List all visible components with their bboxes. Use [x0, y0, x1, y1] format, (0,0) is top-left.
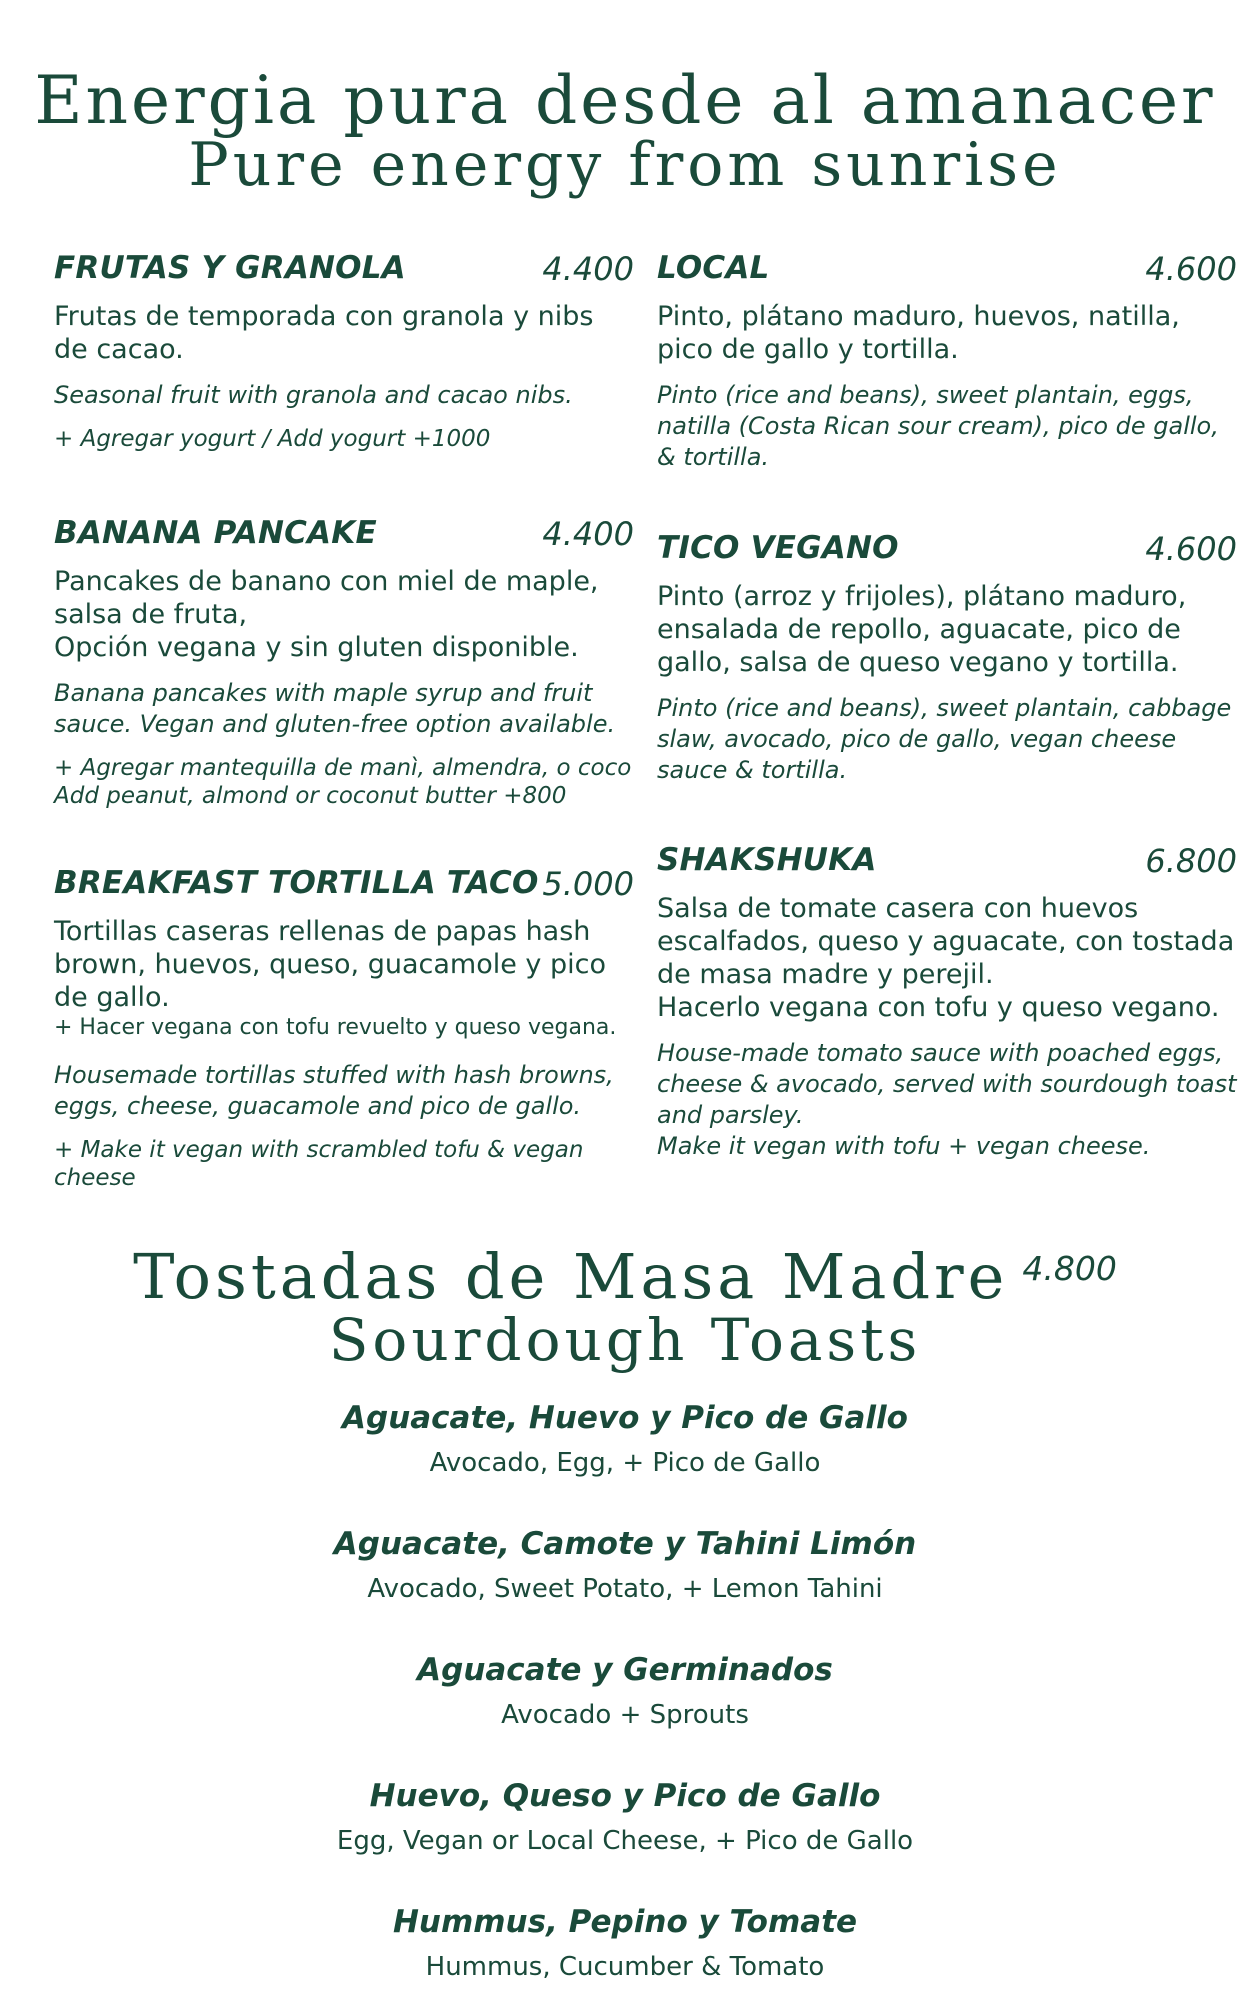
- menu-item-banana-pancake: [54, 515, 634, 810]
- toasts-price: 4.800: [1022, 1249, 1117, 1288]
- item-description-english: Pinto (rice and beans), sweet plantain, cabbage slaw, avocado, pico de gallo, vegan cheese sauce & tortilla.: [657, 694, 1232, 784]
- item-description-spanish-2: Opción vegana y sin gluten disponible.: [54, 632, 579, 663]
- toast-description: Avocado + Sprouts: [501, 1700, 749, 1730]
- toast-item: [0, 1524, 1250, 1606]
- toast-name: Aguacate, Camote y Tahini Limón: [333, 1526, 917, 1562]
- toasts-section-title-english: Sourdough Toasts: [328, 1306, 922, 1374]
- item-description-spanish: Salsa de tomate casera con huevos escalfados, queso y aguacate, con tostada de masa madre y perejil.: [657, 893, 1235, 990]
- item-description-english: House-made tomato sauce with poached eggs, cheese & avocado, served with sourdough toast and parsley.: [657, 1039, 1237, 1129]
- menu-item-breakfast-tortilla-taco: [54, 865, 634, 1192]
- item-name: BANANA PANCAKE: [54, 515, 377, 551]
- toast-item: [0, 1902, 1250, 1984]
- toast-name: Aguacate y Germinados: [417, 1652, 833, 1688]
- item-price: 4.400: [542, 250, 634, 288]
- item-description-english: Banana pancakes with maple syrup and fruit sauce. Vegan and gluten-free option available.: [54, 679, 616, 738]
- item-description-spanish: Pancakes de banano con miel de maple, salsa de fruta,: [54, 566, 599, 630]
- toast-name: Hummus, Pepino y Tomate: [392, 1904, 858, 1940]
- item-name: FRUTAS Y GRANOLA: [54, 250, 406, 286]
- menu-item-local: [657, 250, 1237, 473]
- item-description-spanish: Frutas de temporada con granola y nibs de cacao.: [54, 301, 594, 365]
- item-description-english-2: Make it vegan with tofu + vegan cheese.: [657, 1132, 1151, 1160]
- item-description-spanish: Pinto (arroz y frijoles), plátano maduro, ensalada de repollo, aguacate, pico de gallo, salsa de queso vegano y tortilla.: [657, 581, 1187, 678]
- item-price: 4.400: [542, 515, 634, 553]
- toasts-title-text: Tostadas de Masa Madre: [133, 1240, 1009, 1313]
- item-description-spanish: Tortillas caseras rellenas de papas hash brown, huevos, queso, guacamole y pico de gallo.: [54, 916, 606, 1013]
- item-description-spanish-2: Hacerlo vegana con tofu y queso vegano.: [657, 992, 1220, 1023]
- menu-title-spanish: Energia pura desde al amanacer: [34, 62, 1216, 139]
- menu-title-english: Pure energy from sunrise: [188, 130, 1062, 200]
- toast-name: Huevo, Queso y Pico de Gallo: [369, 1778, 881, 1814]
- toast-description: Hummus, Cucumber & Tomato: [425, 1952, 825, 1982]
- item-name: SHAKSHUKA: [657, 842, 877, 878]
- item-name: TICO VEGANO: [657, 530, 899, 566]
- item-description-english: Housemade tortillas stuffed with hash browns, eggs, cheese, guacamole and pico de gallo.: [54, 1061, 614, 1120]
- item-name: BREAKFAST TORTILLA TACO: [54, 865, 539, 901]
- item-vegan-note: + Hacer vegana con tofu revuelto y queso vegana.: [54, 1015, 617, 1040]
- item-name: LOCAL: [657, 250, 770, 286]
- toast-item: [0, 1398, 1250, 1480]
- item-price: 4.600: [1145, 250, 1237, 288]
- item-price: 4.600: [1145, 530, 1237, 568]
- toasts-section-title-spanish: [0, 1240, 1250, 1313]
- menu-item-tico-vegano: [657, 530, 1237, 786]
- toast-description: Egg, Vegan or Local Cheese, + Pico de Gallo: [336, 1826, 914, 1856]
- toast-description: Avocado, Egg, + Pico de Gallo: [429, 1448, 821, 1478]
- toast-name: Aguacate, Huevo y Pico de Gallo: [342, 1400, 908, 1436]
- item-description-spanish: Pinto, plátano maduro, huevos, natilla, pico de gallo y tortilla.: [657, 301, 1180, 365]
- toast-item: [0, 1650, 1250, 1732]
- item-price: 5.000: [542, 865, 634, 903]
- item-addon: + Agregar yogurt / Add yogurt +1000: [54, 426, 491, 452]
- item-addon: + Agregar mantequilla de manì, almendra, o coco: [54, 755, 632, 781]
- item-price: 6.800: [1145, 842, 1237, 880]
- item-description-english: Pinto (rice and beans), sweet plantain, eggs, natilla (Costa Rican sour cream), pico de gallo, & tortilla.: [657, 381, 1219, 471]
- menu-item-frutas-y-granola: [54, 250, 634, 453]
- toast-description: Avocado, Sweet Potato, + Lemon Tahini: [367, 1574, 883, 1604]
- toast-item: [0, 1776, 1250, 1858]
- item-addon-2: Add peanut, almond or coconut butter +800: [54, 783, 567, 809]
- menu-item-shakshuka: [657, 842, 1237, 1162]
- item-description-english: Seasonal fruit with granola and cacao nibs.: [54, 381, 573, 409]
- item-addon: + Make it vegan with scrambled tofu & vegan cheese: [54, 1137, 584, 1191]
